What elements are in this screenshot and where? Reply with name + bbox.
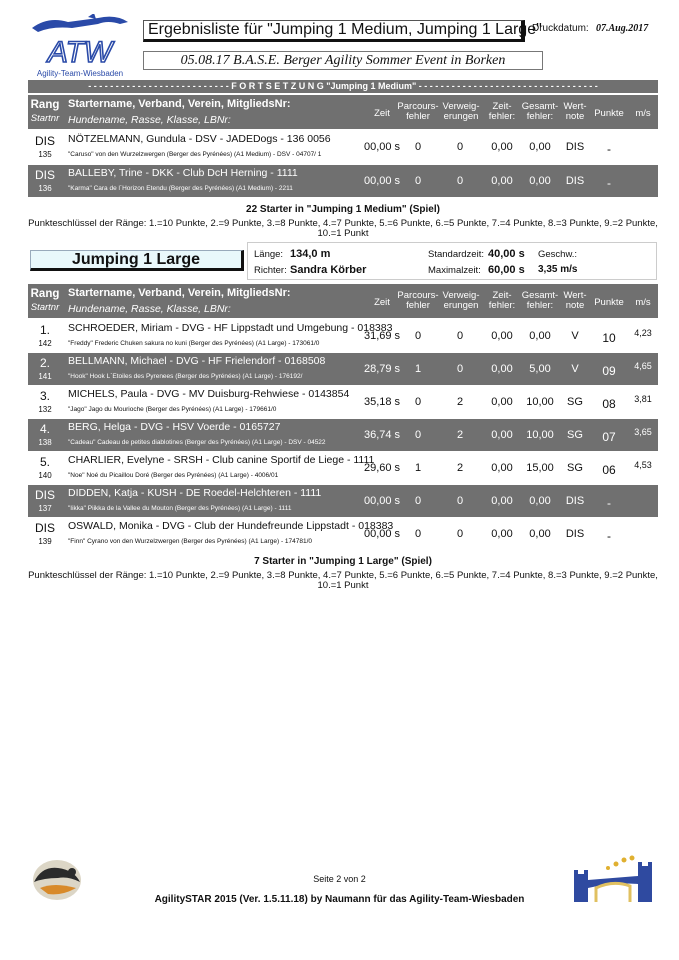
table-row <box>28 485 658 517</box>
row-zeit: 36,74 s <box>363 429 401 441</box>
row-wertnote: DIS <box>565 141 585 153</box>
col-punkte: Punkte <box>594 297 624 308</box>
row-rang: 1. <box>39 323 50 337</box>
col-name: Startername, Verband, Verein, MitgliedsNr: <box>68 287 291 299</box>
row-punkte: 08 <box>602 397 616 411</box>
castle-logo <box>572 852 654 904</box>
row-punkte: 07 <box>602 430 616 444</box>
col-rang: Rang <box>30 99 60 111</box>
row-wertnote: SG <box>567 462 583 474</box>
row-ms: 4,53 <box>634 460 652 470</box>
row-name: BELLMANN, Michael - DVG - HF Frielendorf - 0168508 <box>68 355 326 367</box>
row-name: NÖTZELMANN, Gundula - DSV - JADEDogs - 136 0056 <box>68 133 331 145</box>
row-dog: "Karma" Cara de l´Horizon Etendu (Berger des Pyrénées) (A1 Medium) - 2211 <box>68 185 293 192</box>
row-dog: "Finn" Cyrano von den Wurzelzwergen (Berger des Pyrénées) (A1 Large) - 174781/0 <box>68 538 313 545</box>
row-ms: 3,65 <box>634 427 652 437</box>
standard-time-label: Standardzeit: <box>428 249 484 260</box>
col-parcours: Parcours- fehler <box>397 290 439 311</box>
row-startnr: 136 <box>38 184 52 193</box>
row-punkte: - <box>607 142 611 156</box>
row-parcours: 0 <box>414 429 422 441</box>
col-zeit: Zeit <box>374 297 390 308</box>
page-number: Seite 2 von 2 <box>313 874 366 884</box>
speed-label: Geschw.: <box>538 249 578 260</box>
max-time-value: 60,00 s <box>488 264 525 276</box>
row-verweig: 0 <box>456 175 464 187</box>
points-key-line1: Punkteschlüssel der Ränge: 1.=10 Punkte, 2.=9 Punkte, 3.=8 Punkte, 4.=7 Punkte, 5.=6 Punkte, 6.=5 Punkte, 7.=4 Punkte, 8.=3 Punkte, 9.=2 Punkte, <box>28 218 658 229</box>
col-zeitfehler: Zeit- fehler: <box>488 101 516 122</box>
row-ms: 4,65 <box>634 361 652 371</box>
table-row <box>28 419 658 451</box>
col-dog: Hundename, Rasse, Klasse, LBNr: <box>68 303 231 315</box>
col-rang: Rang <box>30 288 60 300</box>
row-zeit: 28,79 s <box>363 363 401 375</box>
medium-column-header <box>28 95 658 129</box>
row-parcours: 0 <box>414 141 422 153</box>
row-wertnote: DIS <box>565 495 585 507</box>
row-dog: "Hook" Hook L`Etoiles des Pyrenees (Berger des Pyrénées) (A1 Large) - 176192/ <box>68 373 303 380</box>
row-zeitfehler: 0,00 <box>491 462 513 474</box>
table-row <box>28 518 658 550</box>
software-credit: AgilitySTAR 2015 (Ver. 1.5.11.18) by Naumann für das Agility-Team-Wiesbaden <box>154 894 525 905</box>
row-dog: "Caruso" von den Wurzelzwergen (Berger des Pyrénées) (A1 Medium) - DSV - 04707/ 1 <box>68 151 322 158</box>
points-key <box>28 571 658 591</box>
row-startnr: 142 <box>38 339 52 348</box>
row-zeitfehler: 0,00 <box>491 396 513 408</box>
col-ms: m/s <box>635 297 651 308</box>
col-name: Startername, Verband, Verein, MitgliedsNr: <box>68 98 291 110</box>
row-verweig: 0 <box>456 141 464 153</box>
row-zeit: 00,00 s <box>363 141 401 153</box>
col-zeit: Zeit <box>374 108 390 119</box>
row-zeitfehler: 0,00 <box>491 363 513 375</box>
col-gesamtfehler: Gesamt- fehler: <box>521 101 559 122</box>
points-key-line1: Punkteschlüssel der Ränge: 1.=10 Punkte, 2.=9 Punkte, 3.=8 Punkte, 4.=7 Punkte, 5.=6 Punkte, 6.=5 Punkte, 7.=4 Punkte, 8.=3 Punkte, 9.=2 Punkte, <box>28 570 658 581</box>
row-verweig: 2 <box>456 396 464 408</box>
row-name: OSWALD, Monika - DVG - Club der Hundefreunde Lippstadt - 018383 <box>68 520 394 532</box>
row-zeitfehler: 0,00 <box>491 141 513 153</box>
row-rang: DIS <box>34 134 55 148</box>
col-startnr: Startnr <box>30 302 60 313</box>
row-gesamtfehler: 5,00 <box>529 363 551 375</box>
row-rang: 2. <box>39 356 50 370</box>
row-wertnote: SG <box>567 429 583 441</box>
atw-logo <box>28 14 132 80</box>
table-row <box>28 452 658 484</box>
judge-value: Sandra Körber <box>290 264 367 276</box>
row-verweig: 0 <box>456 330 464 342</box>
row-parcours: 1 <box>414 462 422 474</box>
print-date-value: 07.Aug.2017 <box>596 23 649 34</box>
row-name: SCHROEDER, Miriam - DVG - HF Lippstadt und Umgebung - 018383 <box>68 322 393 334</box>
row-gesamtfehler: 10,00 <box>526 396 554 408</box>
row-gesamtfehler: 15,00 <box>526 462 554 474</box>
row-verweig: 2 <box>456 462 464 474</box>
table-row <box>28 353 658 385</box>
logo-text: ATW <box>47 36 113 69</box>
row-zeit: 00,00 s <box>363 495 401 507</box>
row-rang: DIS <box>34 488 55 502</box>
row-zeitfehler: 0,00 <box>491 495 513 507</box>
row-startnr: 135 <box>38 150 52 159</box>
row-parcours: 1 <box>414 363 422 375</box>
row-gesamtfehler: 0,00 <box>529 528 551 540</box>
row-rang: 4. <box>39 422 50 436</box>
row-punkte: 09 <box>602 364 616 378</box>
row-startnr: 140 <box>38 471 52 480</box>
col-startnr: Startnr <box>30 113 60 124</box>
row-name: BERG, Helga - DVG - HSV Voerde - 0165727 <box>68 421 281 433</box>
points-key <box>28 219 658 239</box>
row-dog: "Iikka" Piikka de la Vallee du Mouton (Berger des Pyrénées) (A1 Large) - 1111 <box>68 505 292 512</box>
col-gesamtfehler: Gesamt- fehler: <box>521 290 559 311</box>
table-row <box>28 320 658 352</box>
row-wertnote: V <box>571 330 579 342</box>
col-ms: m/s <box>635 108 651 119</box>
col-wertnote: Wert- note <box>563 290 587 311</box>
row-zeitfehler: 0,00 <box>491 429 513 441</box>
row-rang: 3. <box>39 389 50 403</box>
row-rang: DIS <box>34 521 55 535</box>
row-punkte: 10 <box>602 331 616 345</box>
col-parcours: Parcours- fehler <box>397 101 439 122</box>
document-title: Ergebnisliste für "Jumping 1 Medium, Jumping 1 Large" <box>143 20 525 42</box>
row-rang: DIS <box>34 168 55 182</box>
large-column-header <box>28 284 658 318</box>
row-verweig: 2 <box>456 429 464 441</box>
row-ms: 4,23 <box>634 328 652 338</box>
event-name: 05.08.17 B.A.S.E. Berger Agility Sommer Event in Borken <box>143 51 543 70</box>
col-punkte: Punkte <box>594 108 624 119</box>
table-row <box>28 165 658 197</box>
row-punkte: - <box>607 529 611 543</box>
row-startnr: 138 <box>38 438 52 447</box>
row-verweig: 0 <box>456 363 464 375</box>
row-name: MICHELS, Paula - DVG - MV Duisburg-Rehwiese - 0143854 <box>68 388 350 400</box>
row-parcours: 0 <box>414 175 422 187</box>
row-gesamtfehler: 0,00 <box>529 495 551 507</box>
row-zeit: 35,18 s <box>363 396 401 408</box>
row-parcours: 0 <box>414 396 422 408</box>
row-zeitfehler: 0,00 <box>491 330 513 342</box>
row-startnr: 141 <box>38 372 52 381</box>
max-time-label: Maximalzeit: <box>428 265 481 276</box>
row-punkte: 06 <box>602 463 616 477</box>
row-verweig: 0 <box>456 528 464 540</box>
row-parcours: 0 <box>414 330 422 342</box>
row-startnr: 132 <box>38 405 52 414</box>
row-parcours: 0 <box>414 528 422 540</box>
row-dog: "Freddy" Frederic Chuken sakura no kuni (Berger des Pyrénées) (A1 Large) - 173061/0 <box>68 340 320 347</box>
continuation-text: - - - - - - - - - - - - - - - - - - - - - - - - - - F O R T S E T Z U N G "Jumping 1 Medium" - - - - - - - - - - - - - - - - - - - - - - - - - - - - - - - - - <box>88 81 598 91</box>
points-key-line2: 10.=1 Punkt <box>317 580 369 591</box>
row-dog: "Jago" Jago du Mourioche (Berger des Pyrénées) (A1 Large) - 179661/0 <box>68 406 277 413</box>
row-name: CHARLIER, Evelyne - SRSH - Club canine Sportif de Liege - 1111 <box>68 454 375 466</box>
row-dog: "Cadeau" Cadeau de petites diablotines (Berger des Pyrénées) (A1 Large) - DSV - 04522 <box>68 439 326 446</box>
col-verweig: Verweig- erungen <box>442 101 480 122</box>
row-name: DIDDEN, Katja - KUSH - DE Roedel-Helchteren - 1111 <box>68 487 322 499</box>
standard-time-value: 40,00 s <box>488 248 525 260</box>
row-rang: 5. <box>39 455 50 469</box>
length-value: 134,0 m <box>290 248 331 260</box>
row-wertnote: DIS <box>565 528 585 540</box>
row-ms: 3,81 <box>634 394 652 404</box>
course-info <box>247 242 657 280</box>
judge-label: Richter: <box>254 265 287 276</box>
row-parcours: 0 <box>414 495 422 507</box>
row-zeit: 00,00 s <box>363 528 401 540</box>
print-date-label: Druckdatum: <box>532 23 589 34</box>
col-zeitfehler: Zeit- fehler: <box>488 290 516 311</box>
row-punkte: - <box>607 176 611 190</box>
row-wertnote: DIS <box>565 175 585 187</box>
row-startnr: 139 <box>38 537 52 546</box>
row-name: BALLEBY, Trine - DKK - Club DcH Herning - 1111 <box>68 167 298 179</box>
table-row <box>28 386 658 418</box>
points-key-line2: 10.=1 Punkt <box>317 228 369 239</box>
row-gesamtfehler: 0,00 <box>529 141 551 153</box>
length-label: Länge: <box>254 249 284 260</box>
row-zeit: 31,69 s <box>363 330 401 342</box>
row-gesamtfehler: 0,00 <box>529 330 551 342</box>
row-gesamtfehler: 0,00 <box>529 175 551 187</box>
row-zeitfehler: 0,00 <box>491 528 513 540</box>
row-zeit: 29,60 s <box>363 462 401 474</box>
col-verweig: Verweig- erungen <box>442 290 480 311</box>
logo-subtext: Agility-Team-Wiesbaden <box>36 69 124 78</box>
row-wertnote: SG <box>567 396 583 408</box>
medium-summary: 22 Starter in "Jumping 1 Medium" (Spiel) <box>246 204 440 215</box>
row-dog: "Noe" Noé du Picaillou Doré (Berger des Pyrénées) (A1 Large) - 4006/01 <box>68 472 279 479</box>
row-gesamtfehler: 10,00 <box>526 429 554 441</box>
row-startnr: 137 <box>38 504 52 513</box>
row-verweig: 0 <box>456 495 464 507</box>
large-summary: 7 Starter in "Jumping 1 Large" (Spiel) <box>254 556 432 567</box>
speed-value: 3,35 m/s <box>538 264 578 275</box>
table-row <box>28 131 658 163</box>
row-punkte: - <box>607 496 611 510</box>
large-class-title: Jumping 1 Large <box>30 250 244 271</box>
row-zeitfehler: 0,00 <box>491 175 513 187</box>
col-dog: Hundename, Rasse, Klasse, LBNr: <box>68 114 231 126</box>
continuation-banner <box>28 80 658 93</box>
row-wertnote: V <box>571 363 579 375</box>
row-zeit: 00,00 s <box>363 175 401 187</box>
col-wertnote: Wert- note <box>563 101 587 122</box>
